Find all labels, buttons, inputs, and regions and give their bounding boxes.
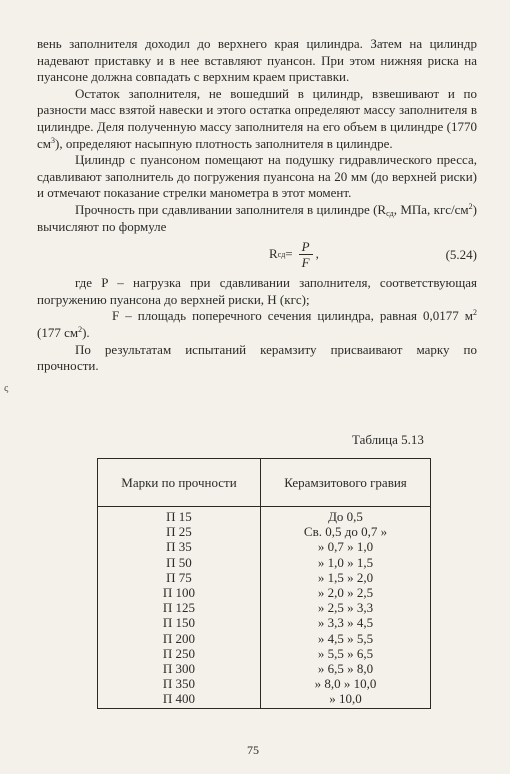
paragraph-7: По результатам испытаний керамзиту присваивают марку по прочности. — [37, 341, 477, 374]
paragraph-6 — [37, 308, 477, 341]
gravel-strength-cell: » 8,0 » 10,0 — [261, 676, 431, 691]
superscript: 2 — [78, 324, 83, 334]
grade-cell: П 125 — [98, 600, 261, 615]
table-row — [98, 585, 431, 600]
paragraph-2-text-end: ), определяют насыпную плотность заполнителя в цилиндре. — [55, 135, 393, 151]
grade-cell: П 300 — [98, 661, 261, 676]
table-row — [98, 646, 431, 661]
table-caption: Таблица 5.13 — [352, 432, 424, 447]
formula: R сд = $\frac{P}{F}$ , — [269, 239, 319, 271]
grade-cell: П 200 — [98, 631, 261, 646]
table-header-row — [98, 459, 431, 507]
paragraph-6-text: F – площадь поперечного сечения цилиндра, равная 0,0177 м — [112, 308, 473, 324]
paragraph-2 — [37, 86, 477, 152]
table-row — [98, 691, 431, 708]
table-row — [98, 600, 431, 615]
strength-grades-table — [97, 458, 431, 709]
superscript: 2 — [468, 201, 473, 211]
paragraph-2-text: Остаток заполнителя, не вошедший в цилиндр, взвешивают и по разности масс взятой навески и этого остатка определяют массу заполнителя в цилиндре. Деля полученную массу заполнителя на его объем в цилиндре (1770 см — [37, 85, 477, 151]
formula-row — [37, 237, 477, 273]
table-body — [98, 507, 431, 709]
grade-cell: П 75 — [98, 570, 261, 585]
table-row — [98, 570, 431, 585]
formula-lhs: R — [269, 246, 278, 262]
gravel-strength-cell: » 2,5 » 3,3 — [261, 600, 431, 615]
gravel-strength-cell: Св. 0,5 до 0,7 » — [261, 524, 431, 539]
gravel-strength-cell: До 0,5 — [261, 507, 431, 525]
grade-cell: П 150 — [98, 615, 261, 630]
table-row — [98, 524, 431, 539]
paragraph-4 — [37, 202, 477, 235]
table-header-cell: Марки по прочности — [98, 459, 261, 507]
gravel-strength-cell: » 4,5 » 5,5 — [261, 631, 431, 646]
table-row — [98, 507, 431, 525]
table-row — [98, 539, 431, 554]
table-header-cell: Керамзитового гравия — [261, 459, 431, 507]
equation-number: (5.24) — [445, 247, 477, 263]
subscript: сд — [386, 208, 394, 218]
gravel-strength-cell: » 1,5 » 2,0 — [261, 570, 431, 585]
formula-equals: = — [285, 246, 293, 262]
grade-cell: П 400 — [98, 691, 261, 708]
superscript: 3 — [51, 135, 55, 145]
table-row — [98, 676, 431, 691]
gravel-strength-cell: » 6,5 » 8,0 — [261, 661, 431, 676]
grade-cell: П 250 — [98, 646, 261, 661]
paragraph-4-text: Прочность при сдавливании заполнителя в цилиндре (R — [75, 201, 387, 217]
gravel-strength-cell: » 2,0 » 2,5 — [261, 585, 431, 600]
table-row — [98, 555, 431, 570]
gravel-strength-cell: » 3,3 » 4,5 — [261, 615, 431, 630]
paragraph-4-text-mid: , МПа, кгс/см — [393, 201, 469, 217]
grade-cell: П 350 — [98, 676, 261, 691]
table-row — [98, 661, 431, 676]
paragraph-5: где P – нагрузка при сдавливании заполнителя, соответствующая погружению пуансона до верхней риски, Н (кгс); — [37, 275, 477, 307]
formula-numerator: P — [299, 239, 313, 255]
grade-cell: П 50 — [98, 555, 261, 570]
table-row — [98, 631, 431, 646]
gravel-strength-cell: » 5,5 » 6,5 — [261, 646, 431, 661]
page-number: 75 — [247, 743, 259, 757]
grade-cell: П 35 — [98, 539, 261, 554]
grade-cell: П 15 — [98, 507, 261, 525]
gravel-strength-cell: » 10,0 — [261, 691, 431, 708]
paragraph-4-text-end: ) вычисляют по формуле — [37, 201, 477, 234]
body-text — [37, 36, 477, 375]
grade-cell: П 25 — [98, 524, 261, 539]
paragraph-6-text-mid: (177 см — [37, 324, 79, 340]
paragraph-3: Цилиндр с пуансоном помещают на подушку гидравлического пресса, сдавливают заполнитель до погружения пуансона на 20 мм (до верхней риски) и отмечают показание стрелки манометра в этот момент. — [37, 152, 477, 201]
superscript: 2 — [473, 308, 477, 318]
paragraph-1: вень заполнителя доходил до верхнего края цилиндра. Затем на цилиндр надевают приставку и в нее вставляют пуансон. При этом нижняя риска на пуансоне должна совпадать с верхним краем приставки. — [37, 36, 477, 85]
gravel-strength-cell: » 1,0 » 1,5 — [261, 555, 431, 570]
margin-mark: ς — [4, 382, 9, 394]
grade-cell: П 100 — [98, 585, 261, 600]
gravel-strength-cell: » 0,7 » 1,0 — [261, 539, 431, 554]
formula-comma: , — [315, 246, 319, 262]
formula-fraction — [299, 239, 313, 270]
paragraph-6-text-end: ). — [82, 324, 90, 340]
table-row — [98, 615, 431, 630]
formula-denominator: F — [301, 255, 310, 271]
